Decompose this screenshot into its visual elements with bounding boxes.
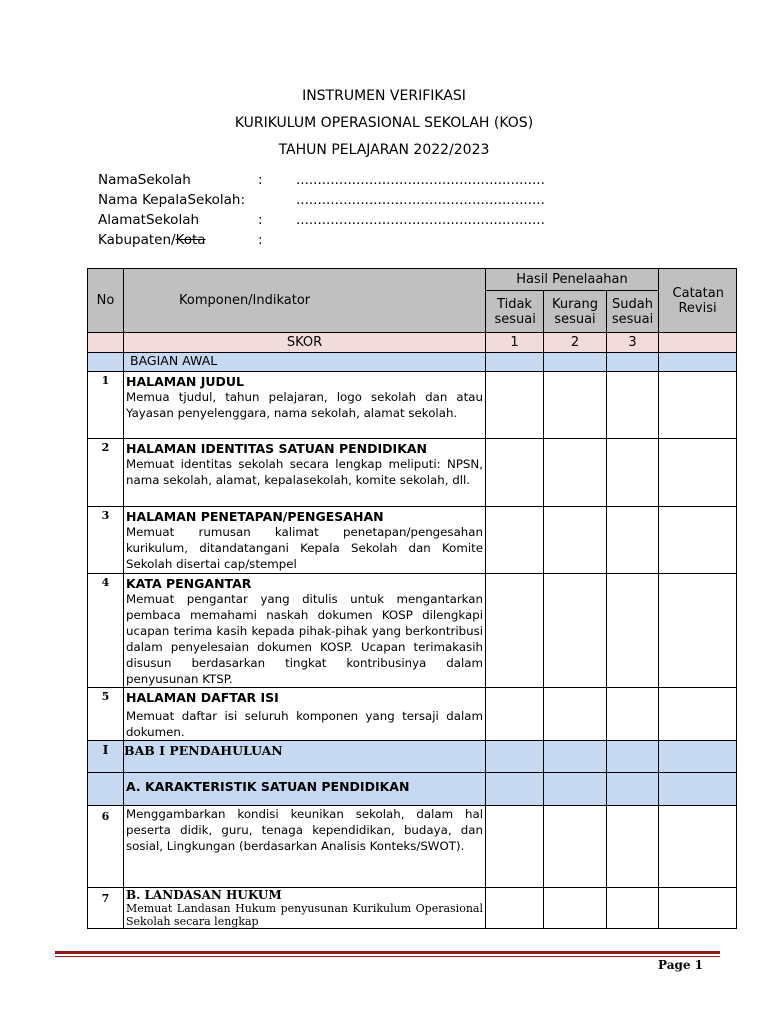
section-cell — [659, 741, 737, 773]
catatan-cell[interactable] — [659, 888, 737, 929]
subsection-title: A. KARAKTERISTIK SATUAN PENDIDIKAN — [124, 773, 486, 806]
score-cell-tidak[interactable] — [486, 372, 544, 439]
doc-title-line3: TAHUN PELAJARAN 2022/2023 — [278, 142, 490, 158]
score-cell-kurang[interactable] — [544, 888, 607, 929]
info-colon: : — [258, 172, 263, 188]
section-cell — [607, 353, 659, 372]
section-cell — [88, 353, 124, 372]
row-content — [124, 688, 486, 741]
col-header-sudah — [607, 291, 659, 333]
row-title: HALAMAN PENETAPAN/PENGESAHAN — [126, 509, 384, 524]
info-blank[interactable]: .......................................................... — [296, 212, 545, 228]
table-row — [88, 574, 737, 688]
row-desc: Memuat rumusan kalimat penetapan/pengesahan kurikulum, ditandatangani Kepala Sekolah dan Komite Sekolah disertai cap/stempel — [126, 525, 483, 571]
col-header-komponen: Komponen/Indikator — [124, 269, 486, 333]
section-cell — [486, 741, 544, 773]
row-title: HALAMAN DAFTAR ISI — [126, 690, 279, 705]
skor-label: SKOR — [124, 333, 486, 353]
score-cell-kurang[interactable] — [544, 806, 607, 888]
section-cell — [544, 741, 607, 773]
footer-rule-thin — [55, 956, 720, 957]
score-cell-sudah[interactable] — [607, 888, 659, 929]
score-cell-kurang[interactable] — [544, 574, 607, 688]
section-cell — [607, 741, 659, 773]
row-no: 1 — [88, 372, 124, 439]
row-title: KATA PENGANTAR — [126, 576, 252, 591]
skor-1: 1 — [486, 333, 544, 353]
row-desc: Menggambarkan kondisi keunikan sekolah, dalam hal peserta didik, guru, tenaga kependidikan, budaya, dan sosial, Lingkungan (berdasarkan Analisis Konteks/SWOT). — [126, 807, 483, 853]
row-desc: Memuat daftar isi seluruh komponen yang tersaji dalam dokumen. — [126, 709, 483, 739]
catatan-cell[interactable] — [659, 574, 737, 688]
section-cell — [607, 773, 659, 806]
info-label-struck: Kota — [175, 232, 206, 248]
footer-rule-thick — [55, 951, 720, 954]
score-cell-sudah[interactable] — [607, 372, 659, 439]
section-cell — [486, 353, 544, 372]
row-no: 6 — [88, 806, 124, 888]
section-title: BAGIAN AWAL — [124, 353, 486, 372]
row-no: 5 — [88, 688, 124, 741]
score-cell-kurang[interactable] — [544, 688, 607, 741]
table-row — [88, 439, 737, 507]
col-header-kurang — [544, 291, 607, 333]
score-cell-kurang[interactable] — [544, 507, 607, 574]
col-header-sudah-text: Sudah sesuai — [611, 296, 654, 327]
info-label: Nama KepalaSekolah: — [98, 192, 246, 208]
doc-title-line2: KURIKULUM OPERASIONAL SEKOLAH (KOS) — [234, 115, 534, 131]
score-cell-tidak[interactable] — [486, 574, 544, 688]
page-number: Page 1 — [658, 958, 704, 972]
score-cell-kurang[interactable] — [544, 372, 607, 439]
row-content — [124, 507, 486, 574]
score-cell-tidak[interactable] — [486, 688, 544, 741]
section-bagian-awal — [88, 353, 737, 372]
row-title: HALAMAN JUDUL — [126, 374, 244, 389]
row-content — [124, 806, 486, 888]
section-cell — [486, 773, 544, 806]
section-cell — [88, 773, 124, 806]
score-cell-sudah[interactable] — [607, 574, 659, 688]
score-cell-sudah[interactable] — [607, 806, 659, 888]
info-blank[interactable]: .......................................................... — [296, 192, 545, 208]
catatan-cell[interactable] — [659, 372, 737, 439]
score-cell-kurang[interactable] — [544, 439, 607, 507]
row-title: HALAMAN IDENTITAS SATUAN PENDIDIKAN — [126, 441, 428, 456]
row-title: B. LANDASAN HUKUM — [126, 888, 282, 902]
col-header-kurang-text: Kurang sesuai — [552, 296, 598, 327]
skor-3: 3 — [607, 333, 659, 353]
col-header-no: No — [88, 269, 124, 333]
row-no: 3 — [88, 507, 124, 574]
row-no: 2 — [88, 439, 124, 507]
col-header-catatan — [659, 269, 737, 333]
score-cell-tidak[interactable] — [486, 806, 544, 888]
row-no: 4 — [88, 574, 124, 688]
col-header-tidak — [486, 291, 544, 333]
section-cell — [544, 773, 607, 806]
score-cell-sudah[interactable] — [607, 507, 659, 574]
info-label: AlamatSekolah — [98, 212, 200, 228]
score-cell-tidak[interactable] — [486, 888, 544, 929]
table-row — [88, 507, 737, 574]
row-desc: Memuat identitas sekolah secara lengkap meliputi: NPSN, nama sekolah, alamat, kepalasekolah, komite sekolah, dll. — [126, 457, 483, 487]
score-cell-tidak[interactable] — [486, 507, 544, 574]
info-blank[interactable]: .......................................................... — [296, 172, 545, 188]
section-no: I — [88, 741, 124, 773]
row-desc: Memuat pengantar yang ditulis untuk mengantarkan pembaca memahami naskah dokumen KOSP dilengkapi ucapan terima kasih kepada pihak-pihak yang berkontribusi dalam penyelesaian dokumen KOSP. Ucapan terimakasih disusun berdasarkan tingkat kontribusinya dalam penyusunan KTSP. — [126, 592, 483, 686]
col-header-hasil: Hasil Penelaahan — [486, 269, 659, 291]
section-cell — [544, 353, 607, 372]
doc-title-line1: INSTRUMEN VERIFIKASI — [302, 88, 466, 104]
skor-row — [88, 333, 737, 353]
info-label: NamaSekolah — [98, 172, 191, 188]
info-label — [98, 232, 206, 248]
score-cell-sudah[interactable] — [607, 688, 659, 741]
catatan-cell[interactable] — [659, 806, 737, 888]
skor-2: 2 — [544, 333, 607, 353]
table-row — [88, 372, 737, 439]
info-colon: : — [258, 212, 263, 228]
row-content — [124, 372, 486, 439]
table-row — [88, 688, 737, 741]
info-colon: : — [258, 232, 263, 248]
skor-cell-empty — [659, 333, 737, 353]
section-title: BAB I PENDAHULUAN — [124, 741, 486, 773]
row-desc: Memuat Landasan Hukum penyusunan Kurikulum Operasional Sekolah secara lengkap — [126, 902, 483, 928]
section-cell — [659, 353, 737, 372]
row-content — [124, 574, 486, 688]
catatan-cell[interactable] — [659, 507, 737, 574]
row-content — [124, 888, 486, 929]
row-desc: Memua tjudul, tahun pelajaran, logo sekolah dan atau Yayasan penyelenggara, nama sekolah, alamat sekolah. — [126, 390, 483, 420]
col-header-catatan-text: Catatan Revisi — [672, 285, 724, 316]
table-row — [88, 806, 737, 888]
row-content — [124, 439, 486, 507]
catatan-cell[interactable] — [659, 688, 737, 741]
subsection-a — [88, 773, 737, 806]
catatan-cell[interactable] — [659, 439, 737, 507]
section-cell — [659, 773, 737, 806]
score-cell-sudah[interactable] — [607, 439, 659, 507]
score-cell-tidak[interactable] — [486, 439, 544, 507]
section-bab1 — [88, 741, 737, 773]
col-header-tidak-text: Tidak sesuai — [494, 296, 536, 327]
skor-cell-empty — [88, 333, 124, 353]
info-label-plain: Kabupaten/ — [98, 232, 176, 248]
table-row — [88, 888, 737, 929]
verification-table — [87, 268, 737, 929]
row-no: 7 — [88, 888, 124, 929]
